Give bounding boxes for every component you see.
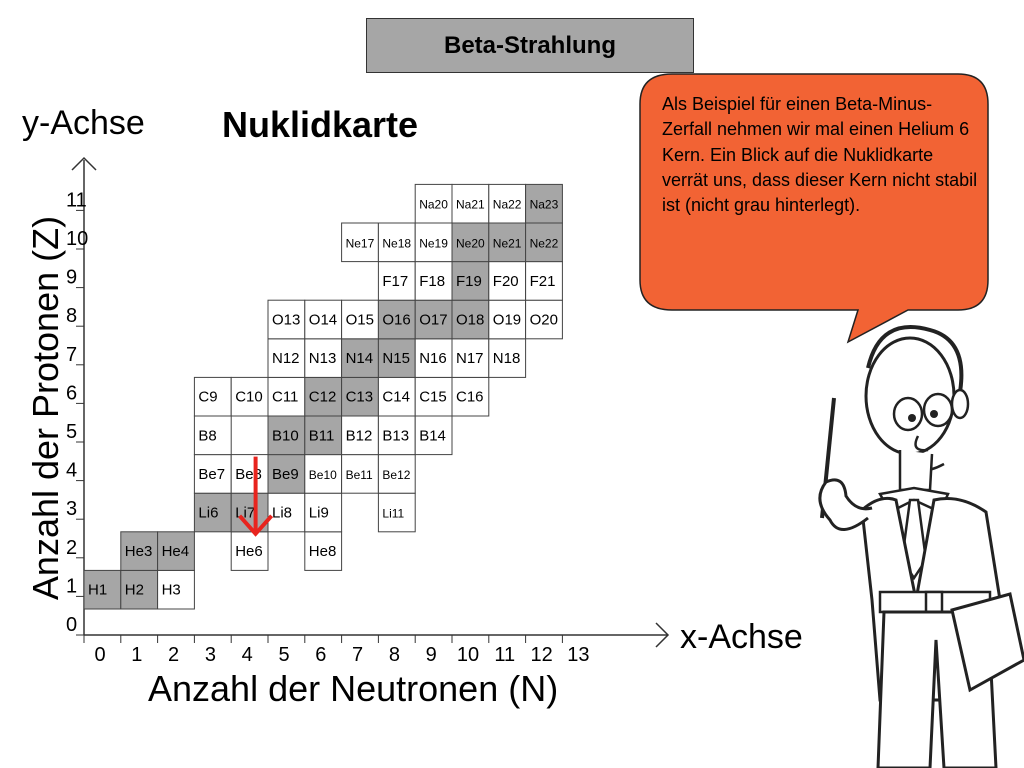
nuclide-label: Li11 [382,506,405,521]
x-tick-label: 2 [168,644,180,666]
nuclide-label: Li7 [235,504,256,522]
x-axis-title: x-Achse [680,618,803,656]
nuclide-label: O16 [382,311,411,329]
x-tick-label: 10 [456,644,480,666]
nuclide-label: B12 [345,427,373,445]
y-tick-label: 1 [66,575,78,598]
nuclide-label: Be12 [382,467,411,482]
nuclide-label: N18 [492,350,521,368]
y-tick-label: 0 [66,614,78,636]
nuclide-label: Be7 [198,465,226,483]
x-axis-label: Anzahl der Neutronen (N) [148,668,559,709]
y-tick-label: 2 [66,536,78,559]
nuclide-label: C16 [456,388,484,406]
x-tick-label: 9 [425,644,437,666]
nuclide-label: Ne18 [382,236,412,251]
nuclide-label: F17 [382,272,409,290]
nuclide-label: N17 [456,350,484,368]
nuclide-label: Li8 [272,504,293,522]
y-axis-title: y-Achse [22,104,145,142]
nuclide-label: O18 [456,311,485,329]
x-tick-label: 6 [315,644,327,666]
nuclide-label: B10 [272,427,299,445]
nuclide-label: H2 [124,581,144,599]
nuclide-label: N14 [345,350,374,368]
chart-title: Nuklidkarte [222,104,419,145]
nuclide-label: C12 [308,388,337,406]
slide-title: Beta-Strahlung [443,31,616,59]
x-tick-label: 4 [241,644,253,666]
nuclide-label: C10 [235,388,263,406]
nuclide-label: Na22 [492,197,522,212]
nuclide-label: C14 [382,388,410,406]
nuclide-label: O19 [492,311,522,329]
nuclide-label: Ne17 [345,236,375,251]
nuclide-label: O17 [419,311,448,329]
nuclide-label: N12 [272,350,300,368]
y-tick-label: 11 [66,189,87,212]
x-tick-label: 7 [352,644,364,666]
x-tick-label: 0 [94,644,106,666]
nuclide-label: C9 [198,388,218,406]
y-axis-label: Anzahl der Protonen (Z) [25,215,66,601]
nuclide-label: C11 [272,388,299,406]
nuclide-label: Ne22 [529,236,559,251]
y-tick-label: 9 [66,266,78,289]
nuclide-label: O13 [272,311,301,329]
nuclide-label: He4 [161,543,190,561]
x-tick-label: 1 [131,644,143,666]
nuclide-label: Be11 [345,467,373,482]
nuclide-label: Ne20 [456,236,485,251]
x-tick-label: 5 [278,644,290,666]
y-tick-label: 7 [66,343,78,366]
nuclide-label: C13 [345,388,374,406]
nuclide-label: C15 [419,388,447,406]
x-tick-label: 13 [567,644,590,666]
nuclide-label: He8 [308,543,337,561]
nuclide-label: Ne21 [492,236,522,251]
nuclide-label: H1 [88,581,108,599]
y-tick-label: 4 [66,459,78,482]
nuclide-label: B11 [308,427,335,445]
x-tick-label: 12 [530,644,553,666]
nuclide-label: O14 [308,311,338,329]
y-tick-label: 8 [66,305,78,328]
y-tick-label: 5 [66,421,78,443]
nuclide-label: F20 [492,272,519,290]
y-tick-label: 3 [66,498,78,521]
nuclide-label: Na23 [529,197,559,212]
nuclide-label: Be9 [272,465,299,483]
nuclide-label: F19 [456,272,482,290]
nuclide-label: O15 [345,311,374,329]
nuclide-label: H3 [161,581,181,599]
nuclide-label: F18 [419,272,446,290]
nuclide-label: F21 [529,272,556,290]
nuclide-label: Be8 [235,465,262,483]
x-tick-label: 11 [494,644,516,666]
x-tick-label: 3 [204,644,216,666]
nuclide-label: B8 [198,427,217,445]
nuclide-label: B14 [419,427,446,445]
y-tick-label: 10 [66,228,89,250]
nuclide-label: B13 [382,427,410,445]
nuclide-label: N16 [419,350,447,368]
x-tick-label: 8 [388,644,400,666]
nuclide-label: Li9 [308,504,329,522]
callout-text: Als Beispiel für einen Beta-Minus-Zerfall nehmen wir mal einen Helium 6 Kern. Ein Blick auf die Nuklidkarte verrät uns, dass dieser Kern nicht stabil ist (nicht grau hinterlegt). [662,94,978,216]
nuclide-label: Li6 [198,504,219,522]
nuclide-label: N15 [382,350,410,368]
y-tick-label: 6 [66,382,78,405]
nuclide-label: Be10 [308,467,337,482]
nuclide-label: O20 [529,311,558,329]
nuclide-label: N13 [308,350,337,368]
nuclide-label: He6 [235,543,263,561]
nuclide-label: Na20 [419,197,448,212]
nuclide-label: Na21 [456,197,485,212]
nuclide-label: Ne19 [419,236,448,251]
nuclide-label: He3 [124,543,153,561]
